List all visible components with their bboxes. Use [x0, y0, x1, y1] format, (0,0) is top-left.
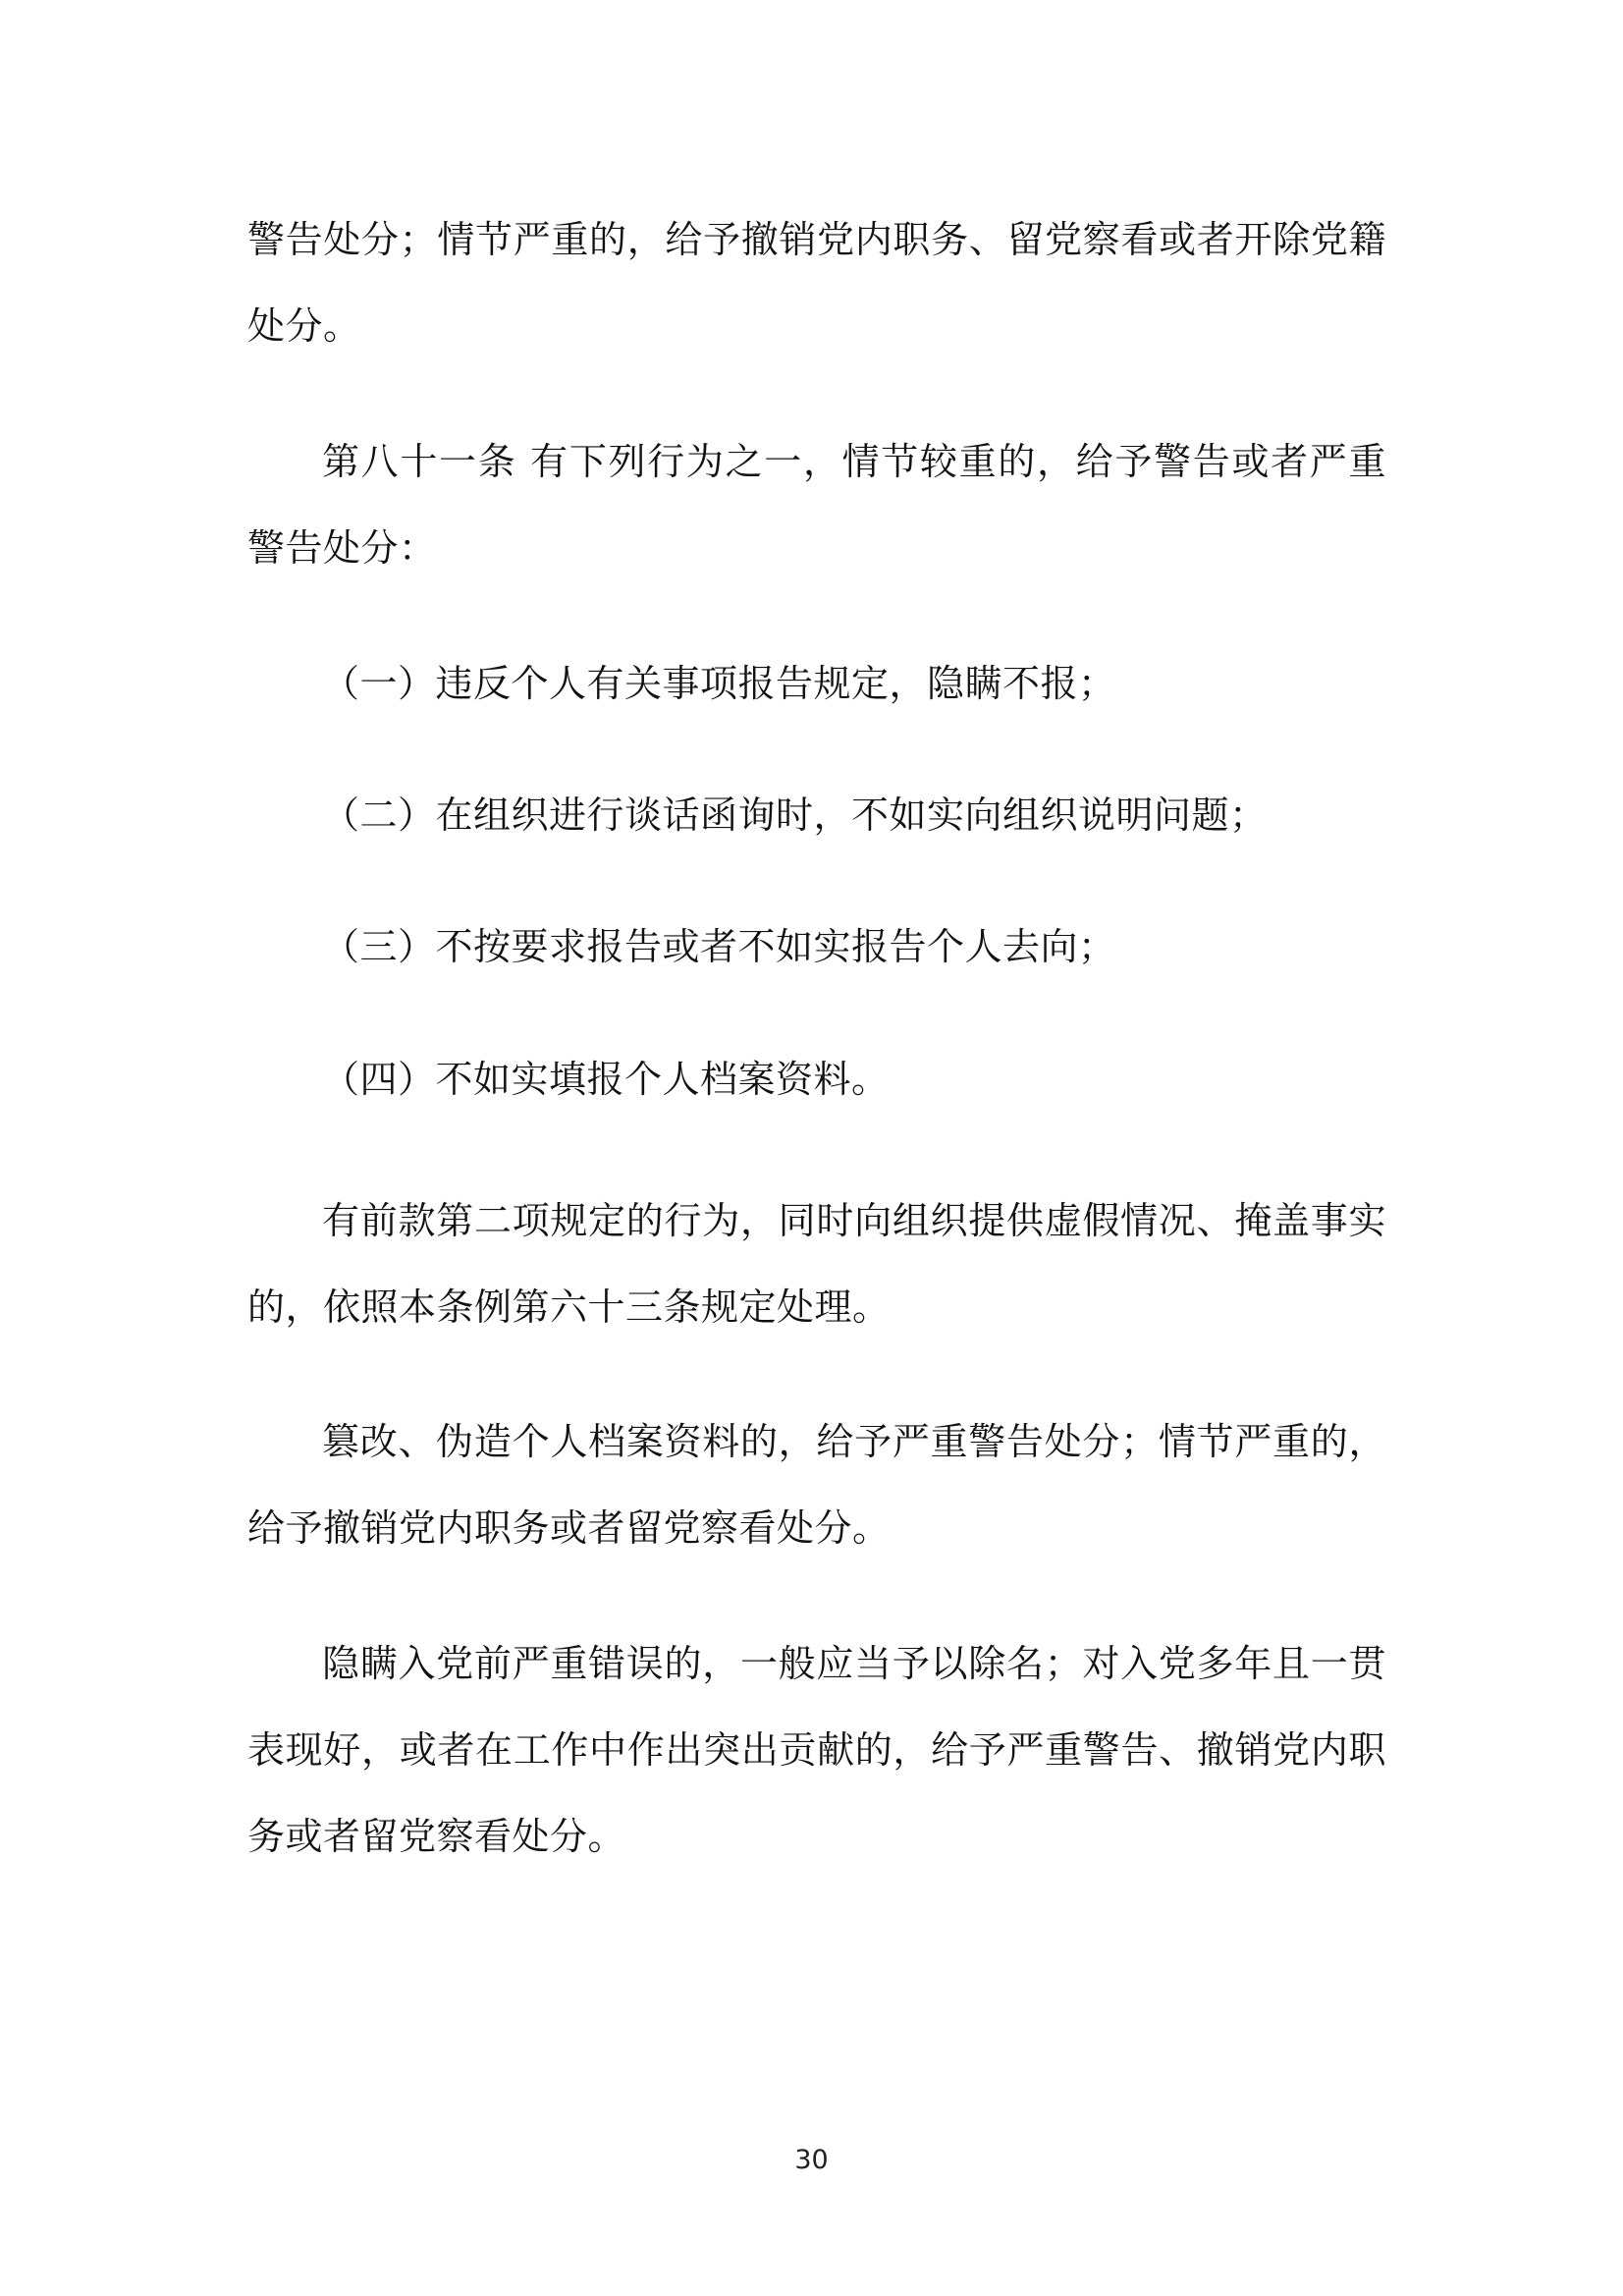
list-item-3: （三）不按要求报告或者不如实报告个人去向；	[322, 925, 1116, 968]
article-81-paragraph: 第八十一条 有下列行为之一，情节较重的，给予警告或者严重警告处分：	[247, 440, 1386, 570]
list-item-1: （一）违反个人有关事项报告规定，隐瞒不报；	[322, 662, 1116, 705]
paragraph-concealment: 隐瞒入党前严重错误的，一般应当予以除名；对入党多年且一贯表现好，或者在工作中作出突出贡献的，给予严重警告、撤销党内职务或者留党察看处分。	[247, 1642, 1386, 1858]
list-item-2: （二）在组织进行谈话函询时，不如实向组织说明问题；	[322, 793, 1268, 837]
paragraph-tampering: 篡改、伪造个人档案资料的，给予严重警告处分；情节严重的，给予撤销党内职务或者留党察看处分。	[247, 1420, 1386, 1550]
paragraph-false-information: 有前款第二项规定的行为，同时向组织提供虚假情况、掩盖事实的，依照本条例第六十三条规定处理。	[247, 1199, 1386, 1329]
page-number: 30	[794, 2145, 829, 2175]
list-item-4: （四）不如实填报个人档案资料。	[322, 1058, 890, 1101]
paragraph-continuation: 警告处分；情节严重的，给予撤销党内职务、留党察看或者开除党籍处分。	[247, 218, 1386, 348]
